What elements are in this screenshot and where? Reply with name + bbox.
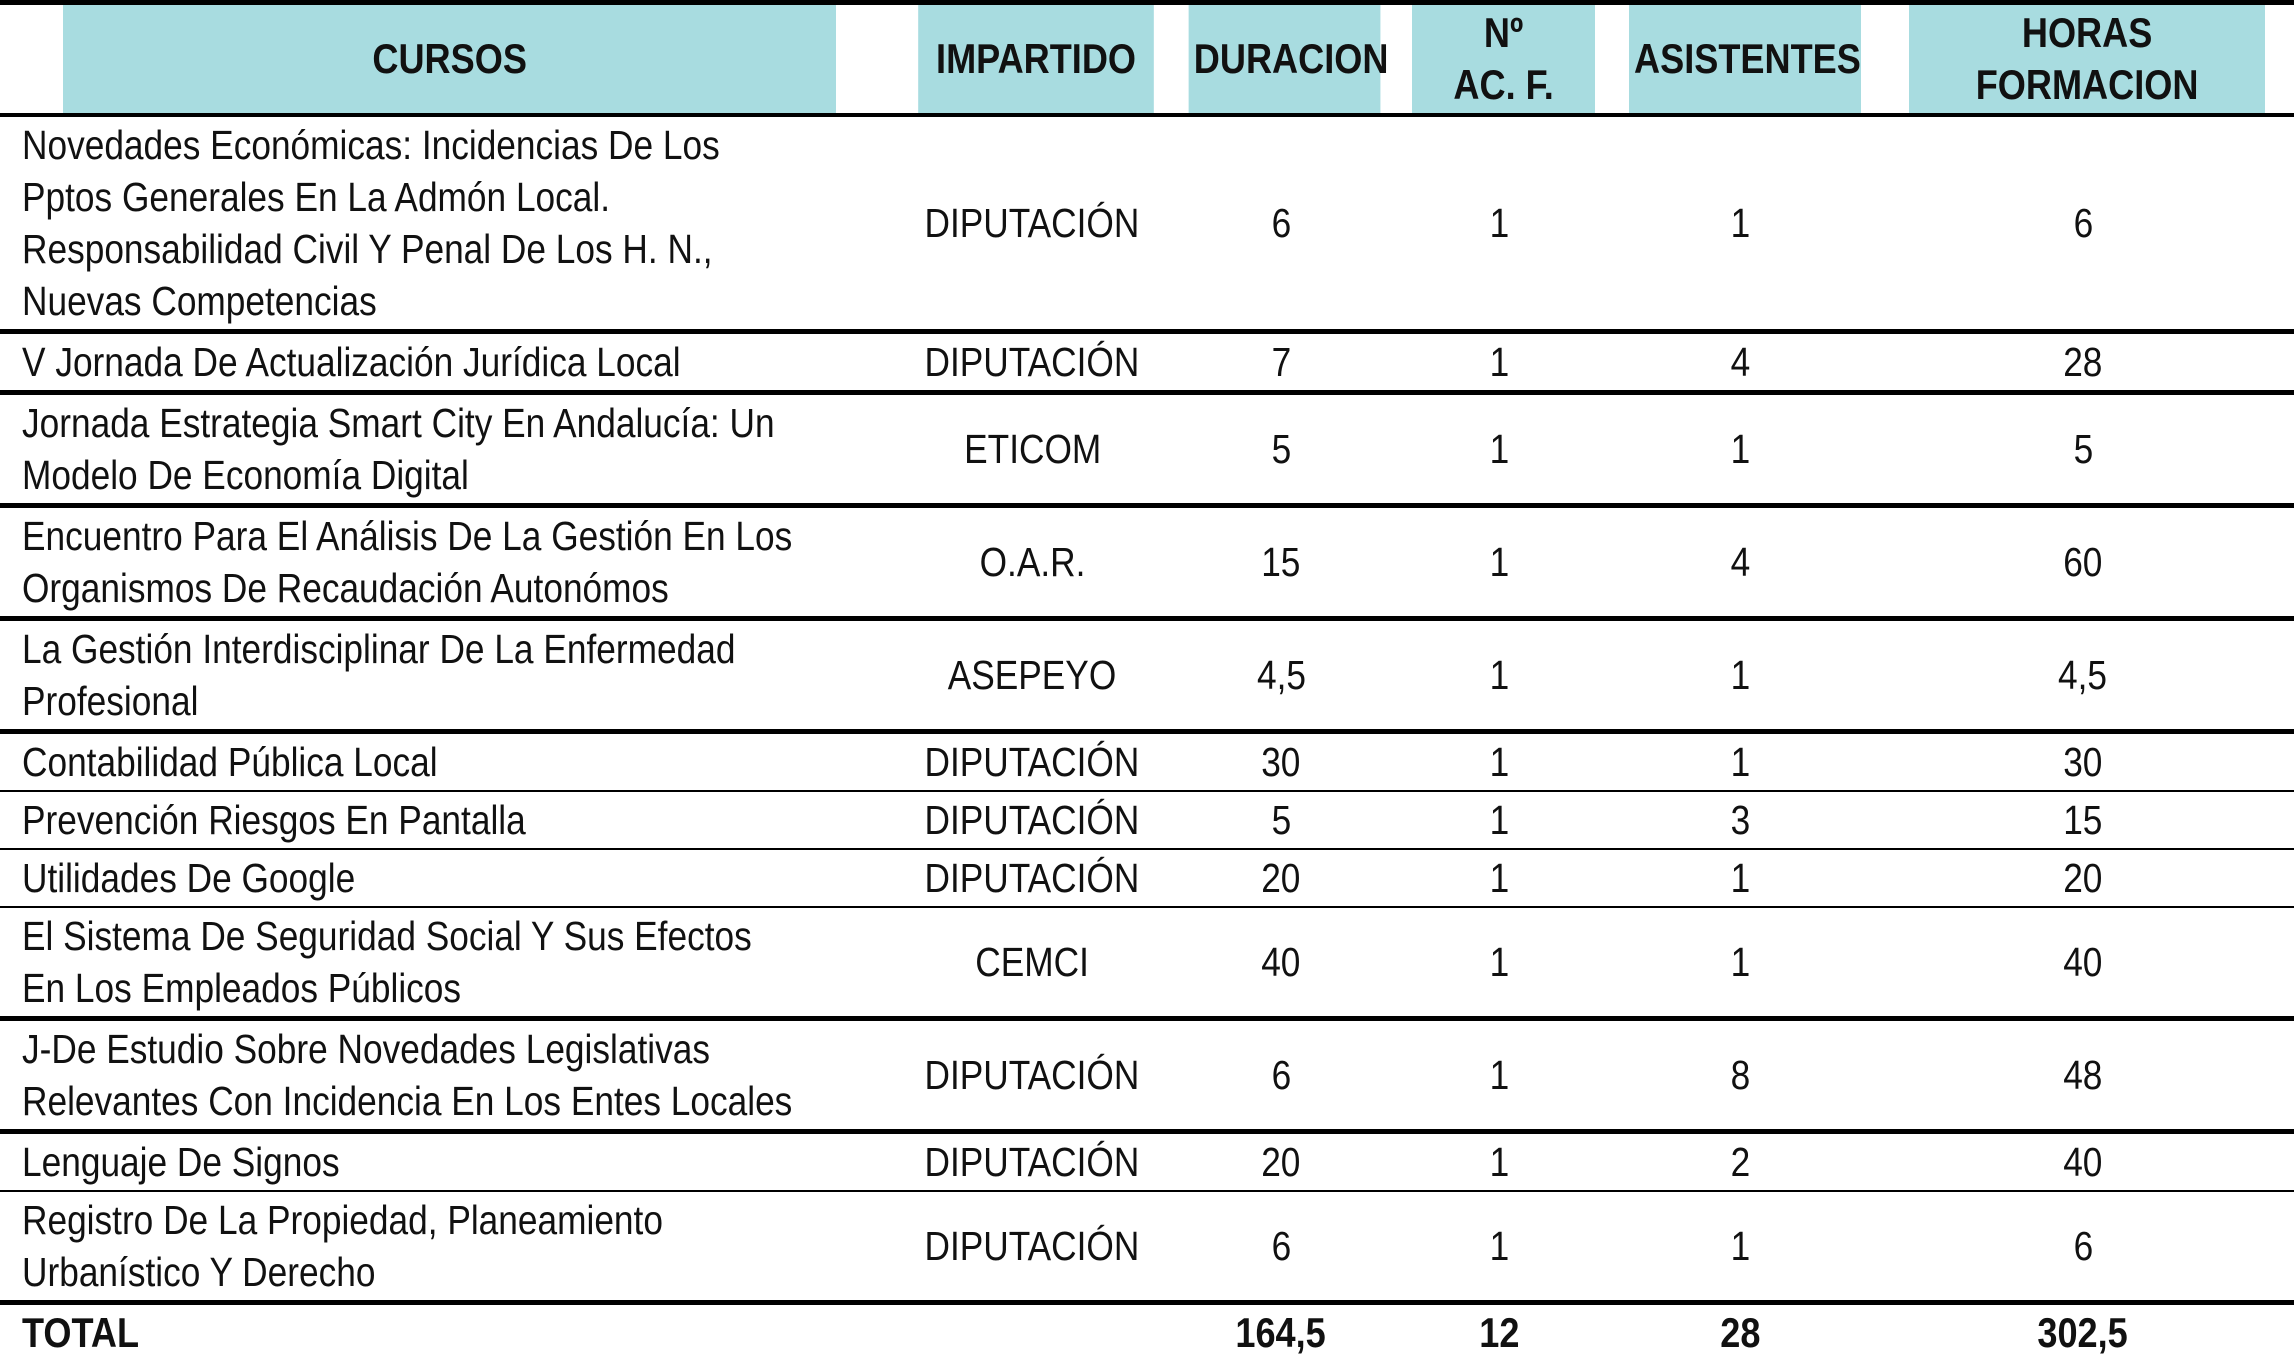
curso-cell (0, 115, 899, 332)
duracion-value: 6 (1271, 199, 1291, 246)
duracion-value: 40 (1261, 938, 1301, 985)
header-impartido (919, 3, 1155, 115)
total-duracion-cell (1173, 1302, 1396, 1361)
asistentes-value: 1 (1731, 854, 1751, 901)
impartido-cell (899, 791, 1173, 849)
curso-cell (0, 731, 899, 791)
table-row (0, 392, 2294, 505)
total-horas-cell (1880, 1302, 2294, 1361)
header-cursos (63, 3, 836, 115)
nac-value: 1 (1489, 338, 1510, 385)
num-acciones-cell (1397, 791, 1610, 849)
asistentes-cell (1610, 791, 1880, 849)
table-row (0, 115, 2294, 332)
asistentes-cell (1610, 1191, 1880, 1303)
table-row (0, 1191, 2294, 1303)
impartido-cell (899, 618, 1173, 731)
num-acciones-cell (1397, 392, 1610, 505)
curso-cell (0, 1191, 899, 1303)
impartido-cell (899, 907, 1173, 1019)
duracion-cell (1173, 791, 1396, 849)
duracion-value: 20 (1261, 1138, 1301, 1185)
num-acciones-cell (1397, 505, 1610, 618)
header-duracion (1189, 3, 1389, 115)
curso-line: J-De Estudio Sobre Novedades Legislativas (22, 1025, 710, 1072)
horas-value: 6 (2073, 199, 2093, 246)
impartido-cell (899, 1191, 1173, 1303)
horas-value: 48 (2063, 1051, 2103, 1098)
asistentes-value: 2 (1731, 1138, 1751, 1185)
num-acciones-cell (1397, 1131, 1610, 1191)
duracion-cell (1173, 505, 1396, 618)
horas-value: 15 (2063, 796, 2103, 843)
header-asistentes (1629, 3, 1861, 115)
asistentes-cell (1610, 115, 1880, 332)
horas-cell (1880, 1131, 2294, 1191)
impartido-cell (899, 505, 1173, 618)
duracion-value: 6 (1271, 1222, 1291, 1269)
impartido-value: DIPUTACIÓN (924, 854, 1140, 901)
total-row (0, 1302, 2294, 1361)
duracion-value: 5 (1271, 425, 1291, 472)
duracion-cell (1173, 331, 1396, 392)
asistentes-value: 8 (1731, 1051, 1751, 1098)
horas-value: 28 (2063, 338, 2103, 385)
nac-value: 1 (1489, 199, 1510, 246)
curso-line: Organismos De Recaudación Autonómos (22, 564, 669, 611)
table-row (0, 907, 2294, 1019)
num-acciones-cell (1397, 331, 1610, 392)
horas-cell (1880, 115, 2294, 332)
header-horas-formacion (1909, 3, 2265, 115)
duracion-value: 7 (1271, 338, 1291, 385)
asistentes-cell (1610, 392, 1880, 505)
table-row (0, 618, 2294, 731)
header-cursos-label: CURSOS (372, 34, 527, 82)
nac-value: 1 (1489, 1222, 1510, 1269)
nac-value: 1 (1489, 651, 1510, 698)
asistentes-value: 1 (1731, 651, 1751, 698)
curso-cell (0, 392, 899, 505)
impartido-value: ASEPEYO (948, 651, 1117, 698)
nac-value: 1 (1489, 854, 1510, 901)
impartido-value: DIPUTACIÓN (924, 1222, 1140, 1269)
asistentes-cell (1610, 331, 1880, 392)
duracion-cell (1173, 392, 1396, 505)
total-label-cell (0, 1302, 899, 1361)
horas-cell (1880, 505, 2294, 618)
num-acciones-cell (1397, 618, 1610, 731)
duracion-value: 4,5 (1256, 651, 1306, 698)
nac-value: 1 (1489, 738, 1510, 785)
duracion-cell (1173, 849, 1396, 907)
asistentes-cell (1610, 731, 1880, 791)
impartido-cell (899, 1018, 1173, 1131)
asistentes-value: 1 (1731, 425, 1751, 472)
curso-line: Novedades Económicas: Incidencias De Los (22, 121, 720, 168)
asistentes-cell (1610, 1018, 1880, 1131)
header-horas-line1: HORAS (2021, 8, 2153, 56)
total-impartido-cell (899, 1302, 1173, 1361)
nac-value: 1 (1489, 938, 1510, 985)
impartido-value: CEMCI (975, 938, 1090, 985)
table-row (0, 1018, 2294, 1131)
duracion-cell (1173, 115, 1396, 332)
horas-cell (1880, 1191, 2294, 1303)
duracion-value: 15 (1261, 538, 1301, 585)
table-row (0, 331, 2294, 392)
curso-line: Prevención Riesgos En Pantalla (22, 796, 526, 843)
duracion-cell (1173, 731, 1396, 791)
asistentes-value: 1 (1731, 938, 1751, 985)
nac-value: 1 (1489, 425, 1510, 472)
num-acciones-cell (1397, 1018, 1610, 1131)
curso-line: El Sistema De Seguridad Social Y Sus Efectos (22, 912, 752, 959)
total-asistentes-cell (1610, 1302, 1880, 1361)
curso-line: Urbanístico Y Derecho (22, 1248, 376, 1295)
curso-line: Pptos Generales En La Admón Local. (22, 173, 611, 220)
horas-value: 60 (2063, 538, 2103, 585)
table-row (0, 505, 2294, 618)
impartido-value: DIPUTACIÓN (924, 199, 1140, 246)
impartido-value: DIPUTACIÓN (924, 796, 1140, 843)
duracion-cell (1173, 1191, 1396, 1303)
curso-line: Utilidades De Google (22, 854, 356, 901)
horas-cell (1880, 907, 2294, 1019)
table-row (0, 791, 2294, 849)
header-num-acciones (1412, 3, 1595, 115)
impartido-cell (899, 331, 1173, 392)
num-acciones-cell (1397, 731, 1610, 791)
curso-line: Encuentro Para El Análisis De La Gestión En Los (22, 512, 793, 559)
curso-line: Profesional (22, 677, 199, 724)
curso-line: En Los Empleados Públicos (22, 964, 462, 1011)
duracion-cell (1173, 618, 1396, 731)
table-body (0, 115, 2294, 1303)
curso-line: Responsabilidad Civil Y Penal De Los H. N., (22, 225, 713, 272)
duracion-value: 20 (1261, 854, 1301, 901)
curso-cell (0, 791, 899, 849)
impartido-cell (899, 392, 1173, 505)
table-row (0, 849, 2294, 907)
curso-cell (0, 505, 899, 618)
asistentes-cell (1610, 849, 1880, 907)
header-duracion-label: DURACION (1194, 34, 1389, 82)
curso-cell (0, 907, 899, 1019)
asistentes-value: 1 (1731, 199, 1751, 246)
horas-value: 40 (2063, 1138, 2103, 1185)
curso-line: Contabilidad Pública Local (22, 738, 438, 785)
total-num-acciones: 12 (1479, 1308, 1520, 1356)
total-num-acciones-cell (1397, 1302, 1610, 1361)
impartido-value: DIPUTACIÓN (924, 338, 1140, 385)
horas-cell (1880, 849, 2294, 907)
impartido-cell (899, 849, 1173, 907)
horas-value: 5 (2073, 425, 2093, 472)
asistentes-cell (1610, 505, 1880, 618)
curso-line: Modelo De Economía Digital (22, 451, 469, 498)
num-acciones-cell (1397, 849, 1610, 907)
impartido-value: DIPUTACIÓN (924, 1138, 1140, 1185)
horas-cell (1880, 731, 2294, 791)
asistentes-value: 1 (1731, 738, 1751, 785)
curso-line: Relevantes Con Incidencia En Los Entes Locales (22, 1077, 793, 1124)
asistentes-cell (1610, 618, 1880, 731)
header-row (0, 3, 2294, 115)
impartido-cell (899, 731, 1173, 791)
impartido-cell (899, 1131, 1173, 1191)
curso-line: Registro De La Propiedad, Planeamiento (22, 1196, 663, 1243)
header-num-acciones-line1: Nº (1483, 8, 1523, 56)
duracion-cell (1173, 1018, 1396, 1131)
duracion-value: 30 (1261, 738, 1301, 785)
nac-value: 1 (1489, 1051, 1510, 1098)
impartido-cell (899, 115, 1173, 332)
header-horas-line2: FORMACION (1975, 60, 2199, 108)
impartido-value: DIPUTACIÓN (924, 1051, 1140, 1098)
num-acciones-cell (1397, 115, 1610, 332)
horas-value: 40 (2063, 938, 2103, 985)
nac-value: 1 (1489, 1138, 1510, 1185)
total-horas: 302,5 (2037, 1308, 2129, 1356)
num-acciones-cell (1397, 907, 1610, 1019)
curso-cell (0, 331, 899, 392)
curso-cell (0, 1131, 899, 1191)
curso-line: Jornada Estrategia Smart City En Andalucía: Un (22, 399, 775, 446)
curso-line: La Gestión Interdisciplinar De La Enfermedad (22, 625, 736, 672)
curso-line: Nuevas Competencias (22, 277, 377, 324)
horas-value: 4,5 (2058, 651, 2108, 698)
num-acciones-cell (1397, 1191, 1610, 1303)
nac-value: 1 (1489, 538, 1510, 585)
asistentes-value: 4 (1731, 338, 1751, 385)
asistentes-value: 3 (1731, 796, 1751, 843)
curso-line: Lenguaje De Signos (22, 1138, 340, 1185)
curso-cell (0, 618, 899, 731)
horas-value: 30 (2063, 738, 2103, 785)
impartido-value: ETICOM (963, 425, 1101, 472)
total-duracion: 164,5 (1235, 1308, 1327, 1356)
asistentes-value: 1 (1731, 1222, 1751, 1269)
horas-cell (1880, 791, 2294, 849)
asistentes-cell (1610, 1131, 1880, 1191)
horas-cell (1880, 392, 2294, 505)
table-row (0, 1131, 2294, 1191)
impartido-value: O.A.R. (979, 538, 1086, 585)
header-impartido-label: IMPARTIDO (936, 34, 1137, 82)
header-asistentes-label: ASISTENTES (1633, 34, 1861, 82)
curso-cell (0, 1018, 899, 1131)
curso-line: V Jornada De Actualización Jurídica Local (22, 338, 681, 385)
horas-value: 6 (2073, 1222, 2093, 1269)
duracion-cell (1173, 1131, 1396, 1191)
curso-cell (0, 849, 899, 907)
duracion-value: 5 (1271, 796, 1291, 843)
horas-cell (1880, 618, 2294, 731)
asistentes-value: 4 (1731, 538, 1751, 585)
horas-value: 20 (2063, 854, 2103, 901)
horas-cell (1880, 331, 2294, 392)
asistentes-cell (1610, 907, 1880, 1019)
duracion-value: 6 (1271, 1051, 1291, 1098)
header-num-acciones-line2: AC. F. (1453, 60, 1554, 108)
nac-value: 1 (1489, 796, 1510, 843)
table-row (0, 731, 2294, 791)
impartido-value: DIPUTACIÓN (924, 738, 1140, 785)
total-label: TOTAL (22, 1308, 140, 1356)
total-asistentes: 28 (1720, 1308, 1761, 1356)
horas-cell (1880, 1018, 2294, 1131)
duracion-cell (1173, 907, 1396, 1019)
